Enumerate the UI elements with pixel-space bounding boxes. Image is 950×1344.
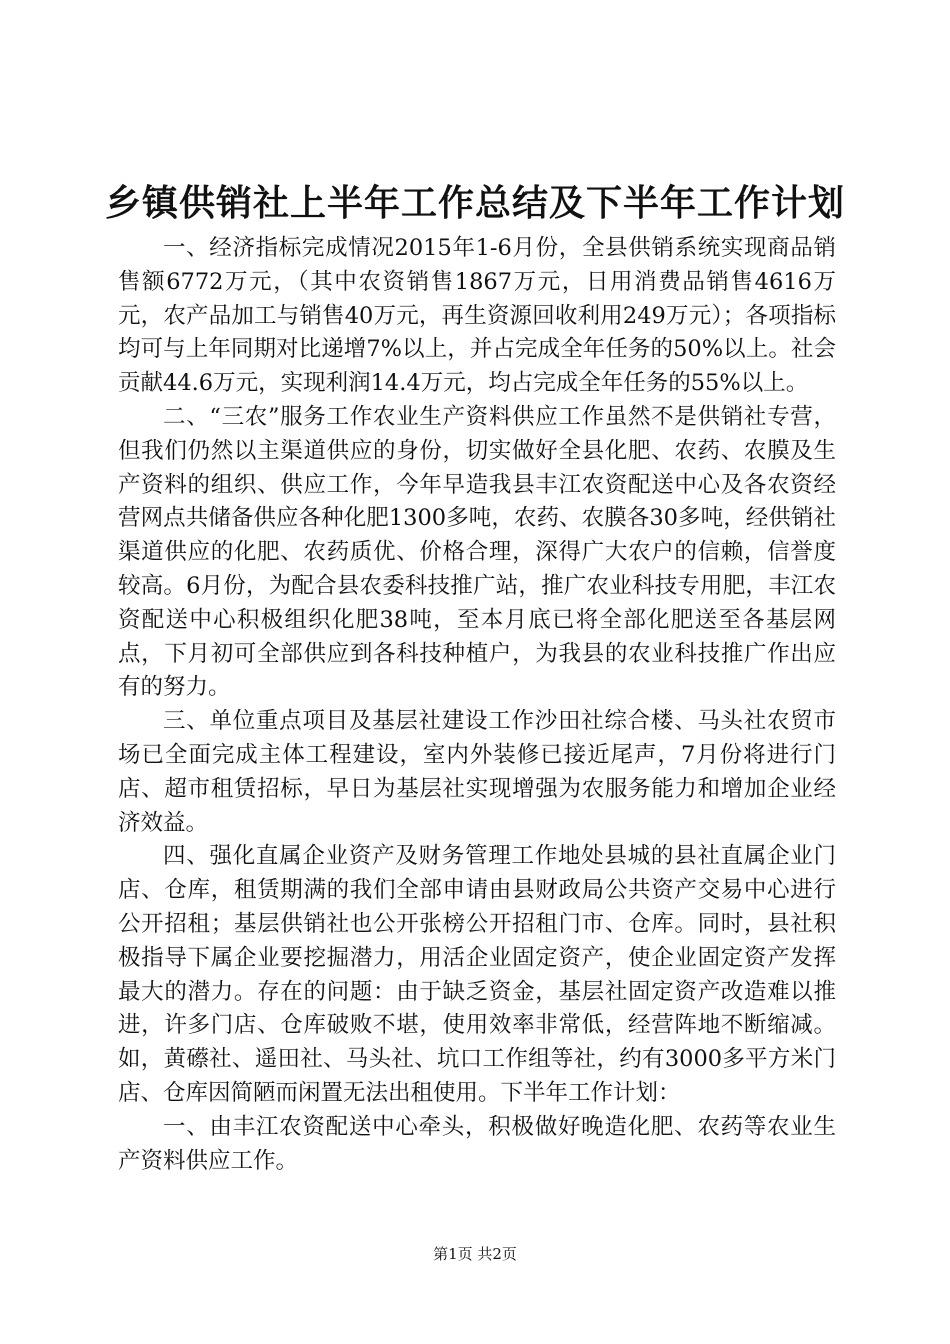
paragraph-sannong-service: 二、“三农”服务工作农业生产资料供应工作虽然不是供销社专营，但我们仍然以主渠道供应的身份，切实做好全县化肥、农药、农膜及生产资料的组织、供应工作，今年早造我县丰江农资配送中心及各农资经营网点共储备供应各种化肥1300多吨，农药、农膜各30多吨，经供销社渠道供应的化肥、农药质优、价格合理，深得广大农户的信赖，信誉度较高。6月份，为配合县农委科技推广站，推广农业科技专用肥，丰江农资配送中心积极组织化肥38吨，至本月底已将全部化肥送至各基层网点，下月初可全部供应到各科技种植户，为我县的农业科技推广作出应有的努力。 [118, 403, 836, 701]
paragraph-key-projects: 三、单位重点项目及基层社建设工作沙田社综合楼、马头社农贸市场已全面完成主体工程建设，室内外装修已接近尾声，7月份将进行门店、超市租赁招标，早日为基层社实现增强为农服务能力和增加企业经济效益。 [118, 708, 836, 836]
paragraph-asset-management: 四、强化直属企业资产及财务管理工作地处县城的县社直属企业门店、仓库，租赁期满的我们全部申请由县财政局公共资产交易中心进行公开招租；基层供销社也公开张榜公开招租门市、仓库。同时，县社积极指导下属企业要挖掘潜力，用活企业固定资产，使企业固定资产发挥最大的潜力。存在的问题：由于缺乏资金，基层社固定资产改造难以推进，许多门店、仓库破败不堪，使用效率非常低，经营阵地不断缩减。如，黄礤社、遥田社、马头社、坑口工作组等社，约有3000多平方米门店、仓库因简陋而闲置无法出租使用。下半年工作计划： [118, 843, 836, 1106]
page-number-footer: 第1页 共2页 [433, 1245, 517, 1263]
paragraph-economic-indicators: 一、经济指标完成情况2015年1-6月份，全县供销系统实现商品销售额6772万元，（其中农资销售1867万元，日用消费品销售4616万元，农产品加工与销售40万元，再生资源回收利用249万元）；各项指标均可与上年同期对比递增7%以上，并占完成全年任务的50%以上。社会贡献44.6万元，实现利润14.4万元，均占完成全年任务的55%以上。 [118, 235, 836, 397]
document-title: 乡镇供销社上半年工作总结及下半年工作计划 [104, 183, 845, 224]
document-body [118, 232, 836, 1178]
paragraph-plan-item-1: 一、由丰江农资配送中心牵头，积极做好晚造化肥、农药等农业生产资料供应工作。 [118, 1113, 836, 1174]
